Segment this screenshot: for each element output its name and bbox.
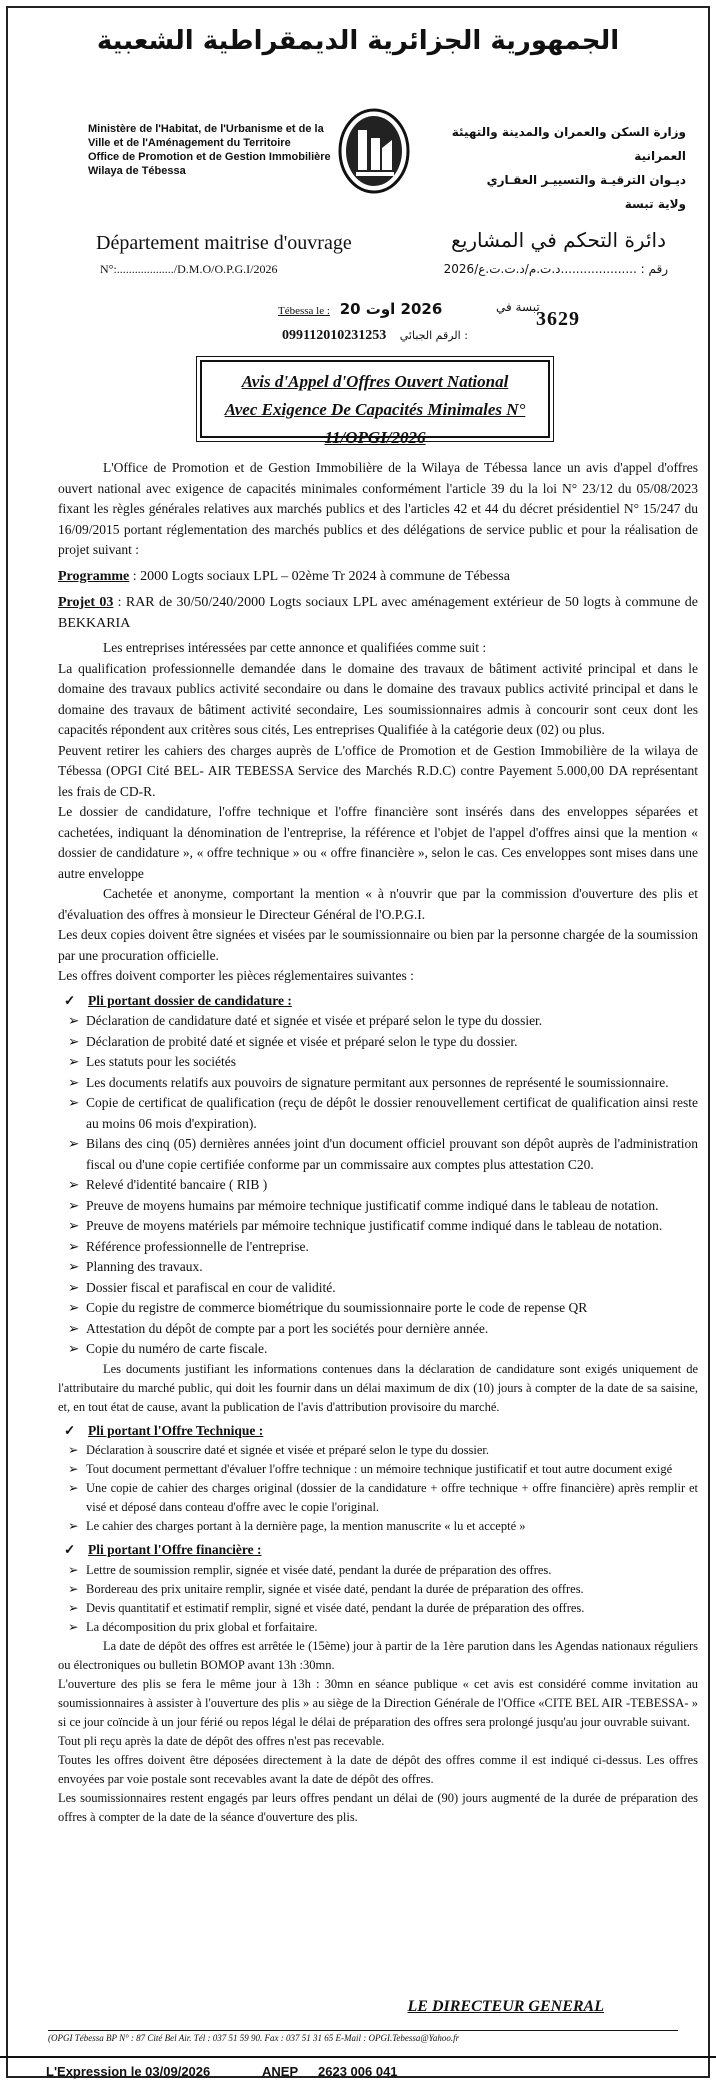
arrow-bullet-icon: ➢ [68, 1443, 79, 1457]
list-item [58, 1339, 698, 1360]
reference-fr: N°:.................../D.M.O/O.P.G.I/2026 [100, 262, 278, 276]
agency-reference: 2623 006 041 [318, 2064, 398, 2079]
list-item [58, 1196, 698, 1217]
department-name-fr: Département maitrise d'ouvrage [96, 232, 352, 254]
list-item-text: Devis quantitatif et estimatif remplir, signé et visée daté, pendant la durée de préparation des offres. [86, 1600, 585, 1615]
arrow-bullet-icon: ➢ [68, 1259, 80, 1274]
paragraph-envelopes: Le dossier de candidature, l'offre technique et l'offre financière sont insérés dans des enveloppes séparées et cachetées, indiquant la dénomination de l'entreprise, la référence et l'objet de l'appel d'offres ainsi que la mention « dossier de candidature », « offre technique » ou « offre financière », selon le cas. Ces enveloppes sont mises dans une autre enveloppe [58, 804, 698, 881]
arrow-bullet-icon: ➢ [68, 1581, 79, 1596]
ministry-header-fr [88, 122, 338, 178]
arrow-bullet-icon: ➢ [68, 1197, 80, 1213]
ministry-name-fr: Ministère de l'Habitat, de l'Urbanisme et de la Ville et de l'Aménagement du Territoire [88, 123, 324, 149]
list-item-text: Planning des travaux. [86, 1259, 203, 1274]
list-item [58, 1298, 698, 1319]
list-item-text: La décomposition du prix global et forfaitaire. [86, 1619, 318, 1634]
office-name-ar: ديـوان الترقيـة والتسييـر العقـاري [486, 173, 686, 187]
list-item [58, 1319, 698, 1340]
arrow-bullet-icon: ➢ [68, 1300, 80, 1315]
programme-line [58, 567, 698, 588]
paragraph-documents: Les offres doivent comporter les pièces réglementaires suivantes : [58, 968, 414, 983]
notice-title-box [200, 360, 550, 447]
date-value: 2026 اوت 20 [339, 300, 443, 318]
list-item [58, 1093, 698, 1134]
paragraph-copies: Les deux copies doivent être signées et visées par le soumissionnaire ou bien par la personne chargée de la soumission par une procuration officielle. [58, 927, 698, 963]
list-item-text: Copie du registre de commerce biométrique du soumissionnaire porte le code de repense QR [86, 1300, 588, 1315]
list-item [58, 1580, 698, 1599]
list-item [58, 1237, 698, 1258]
list-item [58, 1073, 698, 1094]
list-item [58, 1052, 698, 1073]
list-item-text: Tout document permettant d'évaluer l'offre technique : un mémoire technique justificatif et tout autre document exigé [86, 1462, 673, 1476]
programme-text: : 2000 Logts sociaux LPL – 02ème Tr 2024 à commune de Tébessa [132, 568, 510, 584]
arrow-bullet-icon: ➢ [68, 1238, 80, 1254]
notice-body [58, 458, 698, 1827]
check-icon: ✓ [64, 992, 76, 1008]
arrow-bullet-icon: ➢ [68, 1279, 80, 1295]
list-item-text: Lettre de soumission remplir, signée et visée daté, pendant la durée de préparation des offres. [86, 1562, 552, 1577]
list-item-text: Bordereau des prix unitaire remplir, signée et visée daté, pendant la durée de préparation des offres. [86, 1581, 584, 1596]
paragraph-eligible: Les entreprises intéressées par cette annonce et qualifiées comme suit : [103, 640, 487, 655]
projet-line [58, 593, 698, 634]
agency-name: ANEP [262, 2064, 299, 2079]
newspaper-date: L'Expression le 03/09/2026 [46, 2064, 211, 2079]
publication-footer [0, 2056, 716, 2085]
notice-sheet [6, 6, 710, 2078]
arrow-bullet-icon: ➢ [68, 1562, 79, 1577]
list-item-text: Relevé d'identité bancaire ( RIB ) [86, 1177, 268, 1192]
notice-title-line2: Avec Exigence De Capacités Minimales N° 11/OPGI/2026 [224, 400, 526, 447]
list-item [58, 1441, 698, 1460]
list-item-text: Une copie de cahier des charges original (dossier de la candidature + offre technique + offre financière) après remplir et visé et déposé dans conteau d'offre avec le copie l'original. [86, 1481, 698, 1514]
list-item-text: Bilans des cinq (05) dernières années joint d'un document officiel prouvant son dépôt auprès de l'administration fiscal ou d'une copie certifiée conforme par un commissaire aux comptes plus attestation C20. [86, 1136, 698, 1172]
list-item [58, 1257, 698, 1278]
closing-paragraphs [58, 1637, 698, 1827]
list-item [58, 1561, 698, 1580]
paragraph-qualification: La qualification professionnelle demandée dans le domaine des travaux de bâtiment activité principal et dans le domaine des travaux publics activité secondaire ou dans le domaine des travaux publics activité principal et dans le domaine des travaux de bâtiment activité secondaire, Les soumissionnaires admis à concourir sont ceux dont les capacités répondent aux critères sous cités, Les entreprises Qualifiée à la catégorie deux (02) ou plus. [58, 660, 698, 737]
list-item [58, 1618, 698, 1637]
paragraph-opening: L'ouverture des plis se fera le même jour à 13h : 30mn en séance publique « cet avis est considéré comme invitation au soumissionnaires à assister à l'ouverture des plis » au siège de la Direction Générale de l'Office «CITE BEL AIR -TEBESSA- » si ce jour coïncide à un jour férié ou repos légal le délai de préparation des offres sera prolongé jusqu'au jour ouvrable suivant. [58, 1676, 698, 1729]
list-item-text: Le cahier des charges portant à la dernière page, la mention manuscrite « lu et accepté » [86, 1519, 526, 1533]
arrow-bullet-icon: ➢ [68, 1218, 80, 1233]
intro-paragraph: L'Office de Promotion et de Gestion Immobilière de la Wilaya de Tébessa lance un avis d'appel d'offres ouvert national avec exigence de capacités minimales conformément l'article 39 du la loi N° 23/12 du 05/08/2023 fixant les règles générales relatives aux marchés publics et des l'articles 42 et 44 du décret présidentiel N° 15/247 du 16/09/2015 portant réglementation des marchés publics et des délégations de service public et pour la réalisation de projet suivant : [58, 460, 698, 557]
list-item [58, 1599, 698, 1618]
list-item [58, 1175, 698, 1196]
list-item-text: Copie de certificat de qualification (reçu de dépôt le dossier renouvellement certificat de qualification ainsi reste au moins 06 mois d'expiration). [86, 1095, 698, 1131]
list-item-text: Déclaration de probité daté et signée et visée et préparé selon le type du dossier. [86, 1033, 518, 1049]
arrow-bullet-icon: ➢ [68, 1013, 80, 1028]
section-candidature-title: Pli portant dossier de candidature : [88, 992, 292, 1008]
ministry-name-ar: وزارة السكن والعمران والمدينة والتهيئة العمرانية [451, 125, 686, 163]
paragraph-anonymous: Cachetée et anonyme, comportant la mention « à n'ouvrir que par la commission d'ouverture des plis et d'évaluation des offres à monsieur le Directeur Général de l'O.P.G.I. [58, 886, 698, 922]
technical-list [58, 1441, 698, 1536]
notice-title-line1: Avis d'Appel d'Offres Ouvert National [241, 372, 509, 391]
arrow-bullet-icon: ➢ [68, 1074, 80, 1090]
paragraph-withdrawal: Peuvent retirer les cahiers des charges auprès de L'office de Promotion et de Gestion Immobilière de la wilaya de Tébessa (OPGI Cité BEL- AIR TEBESSA Service des Marchés R.D.C) contre Payement 5.000,00 DA représentant les frais de CD-R. [58, 742, 698, 799]
republic-title: الجمهورية الجزائرية الديمقراطية الشعبية [96, 26, 620, 56]
list-item [58, 1479, 698, 1517]
arrow-bullet-icon: ➢ [68, 1341, 80, 1356]
list-item-text: Les statuts pour les sociétés [86, 1054, 236, 1069]
list-item [58, 1134, 698, 1175]
opgi-logo-icon [338, 108, 410, 194]
arrow-bullet-icon: ➢ [68, 1054, 80, 1069]
arrow-bullet-icon: ➢ [68, 1600, 79, 1615]
paragraph-deposit: Toutes les offres doivent être déposées directement à la date de dépôt des offres comme il est indiqué ci-dessus. Les offres envoyées par voie postale sont recevables avant la date de dépôt des offres. [58, 1752, 698, 1786]
date-label-fr: Tébessa le : [278, 305, 330, 317]
arrow-bullet-icon: ➢ [68, 1095, 80, 1110]
check-icon: ✓ [64, 1422, 76, 1438]
list-item [58, 1216, 698, 1237]
list-item [58, 1517, 698, 1536]
paragraph-justification: Les documents justifiant les informations contenues dans la déclaration de candidature sont exigés uniquement de l'attributaire du marché public, qui doit les fournir dans un délai maximum de dix (10) jours à compter de la date de sa saisine, et, en tout état de cause, avant la publication de l'avis d'attribution provisoire du marché. [58, 1361, 698, 1414]
financial-list [58, 1561, 698, 1637]
wilaya-name-ar: ولاية تبسة [624, 197, 686, 211]
projet-label: Projet 03 [58, 595, 114, 610]
list-item-text: Preuve de moyens humains par mémoire technique justificatif comme indiqué dans le tableau de notation. [86, 1197, 659, 1213]
arrow-bullet-icon: ➢ [68, 1033, 80, 1049]
notice-number: 3629 [536, 308, 580, 330]
list-item-text: Référence professionnelle de l'entreprise. [86, 1238, 309, 1254]
arrow-bullet-icon: ➢ [68, 1320, 80, 1336]
tax-line [282, 328, 468, 344]
contact-line: (OPGI Tébessa BP N° : 87 Cité Bel Air. Tél : 037 51 59 90. Fax : 037 51 31 65 E-Mail : OPGI.Tebessa@Yahoo.fr [48, 2030, 678, 2043]
arrow-bullet-icon: ➢ [68, 1519, 79, 1533]
list-item-text: Déclaration à souscrire daté et signée et visée et préparé selon le type du dossier. [86, 1443, 489, 1457]
section-financial [58, 1540, 698, 1561]
list-item [58, 1011, 698, 1032]
list-item-text: Dossier fiscal et parafiscal en cour de validité. [86, 1279, 336, 1295]
date-line [278, 300, 442, 319]
projet-text: : RAR de 30/50/240/2000 Logts sociaux LPL avec aménagement extérieur de 50 logts à commune de BEKKARIA [58, 595, 698, 631]
ministry-header-ar [436, 120, 686, 216]
signature-title: LE DIRECTEUR GENERAL [407, 1998, 604, 2015]
list-item [58, 1032, 698, 1053]
arrow-bullet-icon: ➢ [68, 1481, 79, 1495]
section-financial-title: Pli portant l'Offre financière : [88, 1542, 262, 1557]
list-item-text: Déclaration de candidature daté et signée et visée et préparé selon le type du dossier. [86, 1013, 543, 1028]
check-icon: ✓ [64, 1542, 76, 1557]
paragraph-validity: Les soumissionnaires restent engagés par leurs offres pendant un délai de (90) jours augmenté de la durée de préparation des offres à compter de la date de la séance d'ouverture des plis. [58, 1790, 698, 1824]
wilaya-name-fr: Wilaya de Tébessa [88, 165, 186, 177]
list-item-text: Preuve de moyens matériels par mémoire technique justificatif comme indiqué dans le tableau de notation. [86, 1218, 663, 1233]
arrow-bullet-icon: ➢ [68, 1619, 79, 1634]
list-item [58, 1460, 698, 1479]
tax-label-ar: الرقم الجبائي : [399, 329, 468, 342]
tax-number: 099112010231253 [282, 328, 387, 343]
section-technical-title: Pli portant l'Offre Technique : [88, 1422, 264, 1438]
arrow-bullet-icon: ➢ [68, 1136, 80, 1151]
date-label-ar: تبسة في [496, 300, 540, 314]
programme-label: Programme [58, 568, 130, 584]
paragraph-late: Tout pli reçu après la date de dépôt des offres n'est pas recevable. [58, 1733, 385, 1748]
list-item [58, 1278, 698, 1299]
candidature-list [58, 1011, 698, 1360]
department-name-ar: دائرة التحكم في المشاريع [451, 228, 666, 252]
office-name-fr: Office de Promotion et de Gestion Immobilière [88, 151, 331, 163]
section-candidature [58, 991, 698, 1012]
arrow-bullet-icon: ➢ [68, 1177, 80, 1192]
reference-ar: رقم : ....................د.ت.م/د.ت.ت.ع/2026 [443, 262, 668, 276]
list-item-text: Copie du numéro de carte fiscale. [86, 1341, 268, 1356]
list-item-text: Attestation du dépôt de compte par a port les sociétés pour dernière année. [86, 1320, 489, 1336]
section-technical [58, 1421, 698, 1442]
list-item-text: Les documents relatifs aux pouvoirs de signature permitant aux personnes de représenté le soumissionnaire. [86, 1074, 669, 1090]
paragraph-deadline: La date de dépôt des offres est arrêtée le (15ème) jour à partir de la 1ère parution dans les Agendas nationaux réguliers ou électroniques ou bulletin BOMOP avant 13h :30mn. [58, 1638, 698, 1672]
arrow-bullet-icon: ➢ [68, 1462, 79, 1476]
